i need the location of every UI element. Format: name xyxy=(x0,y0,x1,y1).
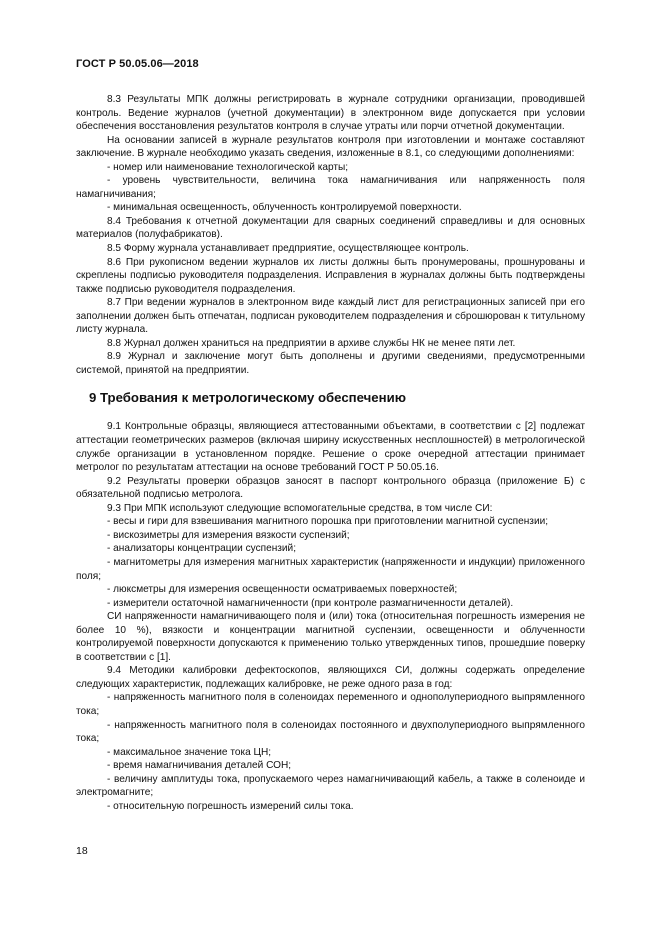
paragraph-8-7: 8.7 При ведении журналов в электронном виде каждый лист для регистрационных записей при его заполнении должен быть отпечатан, подписан руководителем подразделения и сброшюрован к титульному листу журнала. xyxy=(76,297,585,336)
list-item: - номер или наименование технологической карты; xyxy=(76,161,585,175)
list-item: - магнитометры для измерения магнитных характеристик (напряженности и индукции) приложенного поля; xyxy=(76,556,585,583)
list-item: - вискозиметры для измерения вязкости суспензий; xyxy=(76,529,585,543)
list-item: - весы и гири для взвешивания магнитного порошка при приготовлении магнитной суспензии; xyxy=(76,515,585,529)
paragraph-9-4: 9.4 Методики калибровки дефектоскопов, являющихся СИ, должны содержать определение следующих характеристик, подлежащих калибровке, не реже одного раза в год: xyxy=(76,665,585,690)
paragraph-9-1: 9.1 Контрольные образцы, являющиеся аттестованными объектами, в соответствии с [2] подлежат аттестации геометрических размеров (включая ширину искусственных несплошностей) в метрологической службе организации в установленном порядке. Решение о сроке очередной аттестации принимает метролог по результатам аттестации на основе требований ГОСТ Р 50.05.16. xyxy=(76,421,585,474)
page-content xyxy=(76,93,585,813)
paragraph-8-9: 8.9 Журнал и заключение могут быть дополнены и другими сведениями, предусмотренными системой, принятой на предприятии. xyxy=(76,351,585,376)
paragraph-8-3: 8.3 Результаты МПК должны регистрировать в журнале сотрудники организации, проводившей контроль. Ведение журналов (учетной документации) в электронном виде допускается при условии обеспечения восстановления результатов контроля в случае утраты или порчи отчетной документации. xyxy=(76,94,585,133)
list-item: - величину амплитуды тока, пропускаемого через намагничивающий кабель, а также в соленоиде и электромагните; xyxy=(76,773,585,800)
paragraph-8-8: 8.8 Журнал должен храниться на предприятии в архиве службы НК не менее пяти лет. xyxy=(107,337,516,349)
page-number: 18 xyxy=(76,845,88,857)
paragraph-9-3: 9.3 При МПК используют следующие вспомогательные средства, в том числе СИ: xyxy=(107,502,493,514)
paragraph-8-5: 8.5 Форму журнала устанавливает предприятие, осуществляющее контроль. xyxy=(107,243,469,255)
list-item: - напряженность магнитного поля в соленоидах переменного и однополупериодного выпрямленного тока; xyxy=(76,691,585,718)
list-item: - напряженность магнитного поля в соленоидах постоянного и двухполупериодного выпрямленного тока; xyxy=(76,719,585,746)
paragraph-8-6: 8.6 При рукописном ведении журналов их листы должны быть пронумерованы, прошнурованы и скреплены подписью руководителя подразделения. Исправления в журналах должны быть подтверждены также подписью руководителя подразделения. xyxy=(76,256,585,295)
list-item: - анализаторы концентрации суспензий; xyxy=(76,542,585,556)
paragraph-9-2: 9.2 Результаты проверки образцов заносят в паспорт контрольного образца (приложение Б) с обязательной подписью метролога. xyxy=(76,475,585,501)
list-item: - измерители остаточной намагниченности (при контроле размагниченности деталей). xyxy=(76,597,585,611)
list-item: - уровень чувствительности, величина тока намагничивания или напряженность поля намагничивания; xyxy=(76,174,585,201)
list-item: - относительную погрешность измерений силы тока. xyxy=(76,800,585,814)
paragraph-conclusion: На основании записей в журнале результатов контроля при изготовлении и монтаже составляют заключение. В журнале необходимо указать сведения, изложенные в 8.1, со следующими дополнениями: xyxy=(76,134,585,160)
section-9-heading: 9 Требования к метрологическому обеспечению xyxy=(89,390,406,406)
paragraph-si: СИ напряженности намагничивающего поля и (или) тока (относительная погрешность измерения не более 10 %), вязкости и концентрации магнитной суспензии, освещенности и облученности контролируемой поверхности допускаются к применению только утвержденных типов, прошедшие поверку в соответствии с [1]. xyxy=(76,611,585,663)
list-item: - максимальное значение тока ЦН; xyxy=(76,746,585,760)
standard-header: ГОСТ Р 50.05.06—2018 xyxy=(76,58,199,70)
list-item: - люксметры для измерения освещенности осматриваемых поверхностей; xyxy=(76,583,585,597)
list-item: - минимальная освещенность, облученность контролируемой поверхности. xyxy=(76,201,585,215)
list-item: - время намагничивания деталей СОН; xyxy=(76,759,585,773)
paragraph-8-4: 8.4 Требования к отчетной документации для сварных соединений справедливы и для основных материалов (полуфабрикатов). xyxy=(76,215,585,241)
